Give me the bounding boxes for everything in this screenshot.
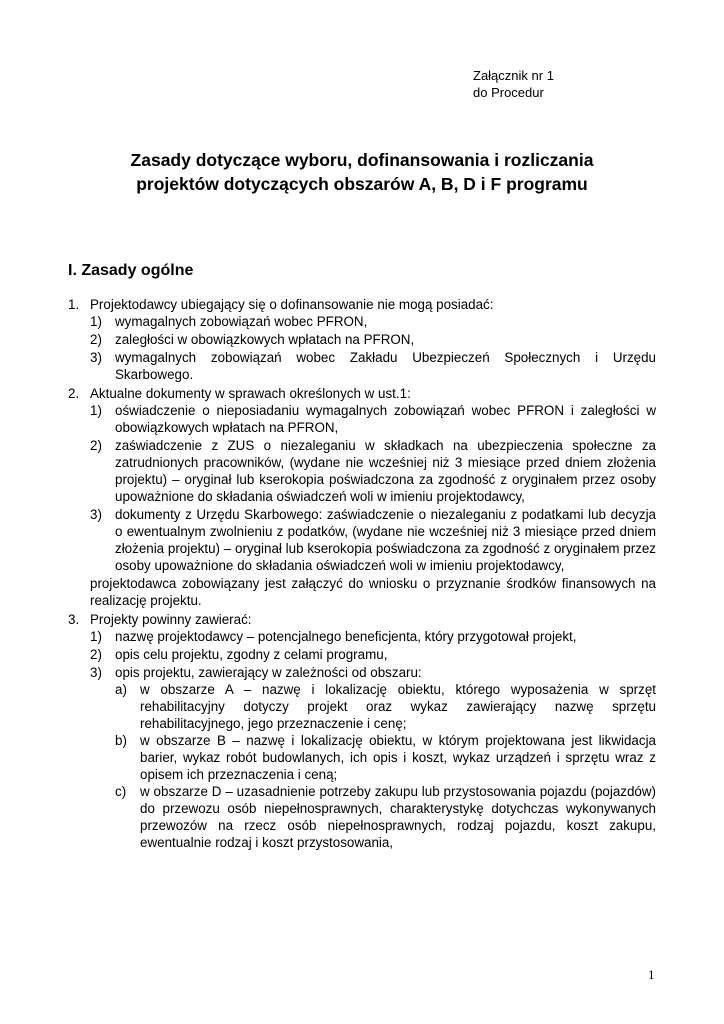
sub-item-number: 3)	[90, 507, 102, 522]
sub-item-text: opis projektu, zawierający w zależności od obszaru:	[115, 665, 422, 680]
item-text: Projektodawcy ubiegający się o dofinansowanie nie mogą posiadać:	[90, 297, 494, 312]
sub-sub-item	[115, 783, 656, 851]
title-line-2: projektów dotyczących obszarów A, B, D i F programu	[136, 174, 588, 194]
sub-item-text: zaległości w obowiązkowych wpłatach na PFRON,	[115, 332, 415, 347]
item-text: Projekty powinny zawierać:	[90, 612, 252, 627]
sub-item-number: 3)	[90, 350, 102, 365]
sub-item	[90, 646, 656, 663]
sub-item-text: wymagalnych zobowiązań wobec PFRON,	[115, 314, 368, 329]
annex-line-1: Załącznik nr 1	[473, 68, 554, 83]
sub-item-number: 2)	[90, 438, 102, 453]
sub-item-number: 3)	[90, 665, 102, 680]
sub-item-number: 1)	[90, 403, 102, 418]
item-number: 2.	[68, 386, 80, 401]
item-note: projektodawca zobowiązany jest załączyć do wniosku o przyznanie środków finansowych na realizację projektu.	[90, 576, 656, 608]
sub-item	[90, 349, 656, 383]
sub-sub-item-letter: b)	[115, 733, 127, 748]
sub-sub-item-text: w obszarze A – nazwę i lokalizację obiektu, którego wyposażenia w sprzęt rehabilitacyjny dotyczy projekt oraz wykaz zawierający nazwę sprzętu rehabilitacyjnego, jego przeznaczenie i cenę;	[140, 682, 656, 731]
sub-item-number: 1)	[90, 629, 102, 644]
sub-sub-item	[115, 732, 656, 783]
annex-line-2: do Procedur	[473, 85, 544, 100]
item-text: Aktualne dokumenty w sprawach określonych w ust.1:	[90, 386, 411, 401]
document-body	[68, 296, 656, 853]
title-line-1: Zasady dotyczące wyboru, dofinansowania i rozliczania	[130, 150, 594, 170]
sub-item-text: oświadczenie o nieposiadaniu wymagalnych zobowiązań wobec PFRON i zaległości w obowiązkowych wpłatach na PFRON,	[115, 403, 656, 435]
sub-item	[90, 506, 656, 574]
sub-sub-item-text: w obszarze B – nazwę i lokalizację obiektu, w którym projektowana jest likwidacja barier, wykaz robót budowlanych, ich opis i koszt, wykaz urządzeń i sprzętu wraz z opisem ich przeznaczenia i ceną;	[140, 733, 656, 782]
sub-item-text: opis celu projektu, zgodny z celami programu,	[115, 647, 388, 662]
sub-item	[90, 313, 656, 330]
sub-item-text: zaświadczenie z ZUS o niezaleganiu w składkach na ubezpieczenia społeczne za zatrudnionych pracowników, (wydane nie wcześniej niż 3 miesiące przed dniem złożenia projektu) – oryginał lub kserokopia poświadczona za zgodność z oryginałem przez osoby upoważnione do składania oświadczeń woli w imieniu projektodawcy,	[115, 438, 656, 504]
sub-item-text: nazwę projektodawcy – potencjalnego beneficjenta, który przygotował projekt,	[115, 629, 577, 644]
sub-item	[90, 402, 656, 436]
sub-item-number: 2)	[90, 647, 102, 662]
page-number: 1	[648, 967, 655, 982]
sub-item-text: dokumenty z Urzędu Skarbowego: zaświadczenie o niezaleganiu z podatkami lub decyzja o ewentualnym zwolnieniu z podatków, (wydane nie wcześniej niż 3 miesiące przed dniem złożenia projektu) – oryginał lub kserokopia poświadczona za zgodność z oryginałem przez osoby upoważnione do składania oświadczeń woli w imieniu projektodawcy,	[115, 507, 656, 573]
sub-item	[90, 628, 656, 645]
sub-item	[90, 331, 656, 348]
sub-sub-item-text: w obszarze D – uzasadnienie potrzeby zakupu lub przystosowania pojazdu (pojazdów) do przewozu osób niepełnosprawnych, charakterystykę dotychczas wykonywanych przewozów na rzecz osób niepełnosprawnych, rodzaj pojazdu, koszt zakupu, ewentualnie rodzaj i koszt przystosowania,	[140, 784, 656, 850]
list-item-1	[68, 296, 656, 383]
list-item-2	[68, 385, 656, 609]
sub-sub-item-letter: c)	[115, 784, 127, 799]
sub-sub-item	[115, 681, 656, 732]
sub-item-number: 2)	[90, 332, 102, 347]
section-heading: I. Zasady ogólne	[68, 262, 194, 279]
list-item-3	[68, 611, 656, 851]
item-number: 1.	[68, 297, 80, 312]
sub-sub-item-letter: a)	[115, 682, 127, 697]
sub-item-number: 1)	[90, 314, 102, 329]
annex-label	[473, 67, 554, 101]
sub-item	[90, 664, 656, 851]
sub-item	[90, 437, 656, 505]
document-title	[60, 148, 664, 196]
sub-item-text: wymagalnych zobowiązań wobec Zakładu Ubezpieczeń Społecznych i Urzędu Skarbowego.	[115, 350, 656, 382]
item-number: 3.	[68, 612, 80, 627]
